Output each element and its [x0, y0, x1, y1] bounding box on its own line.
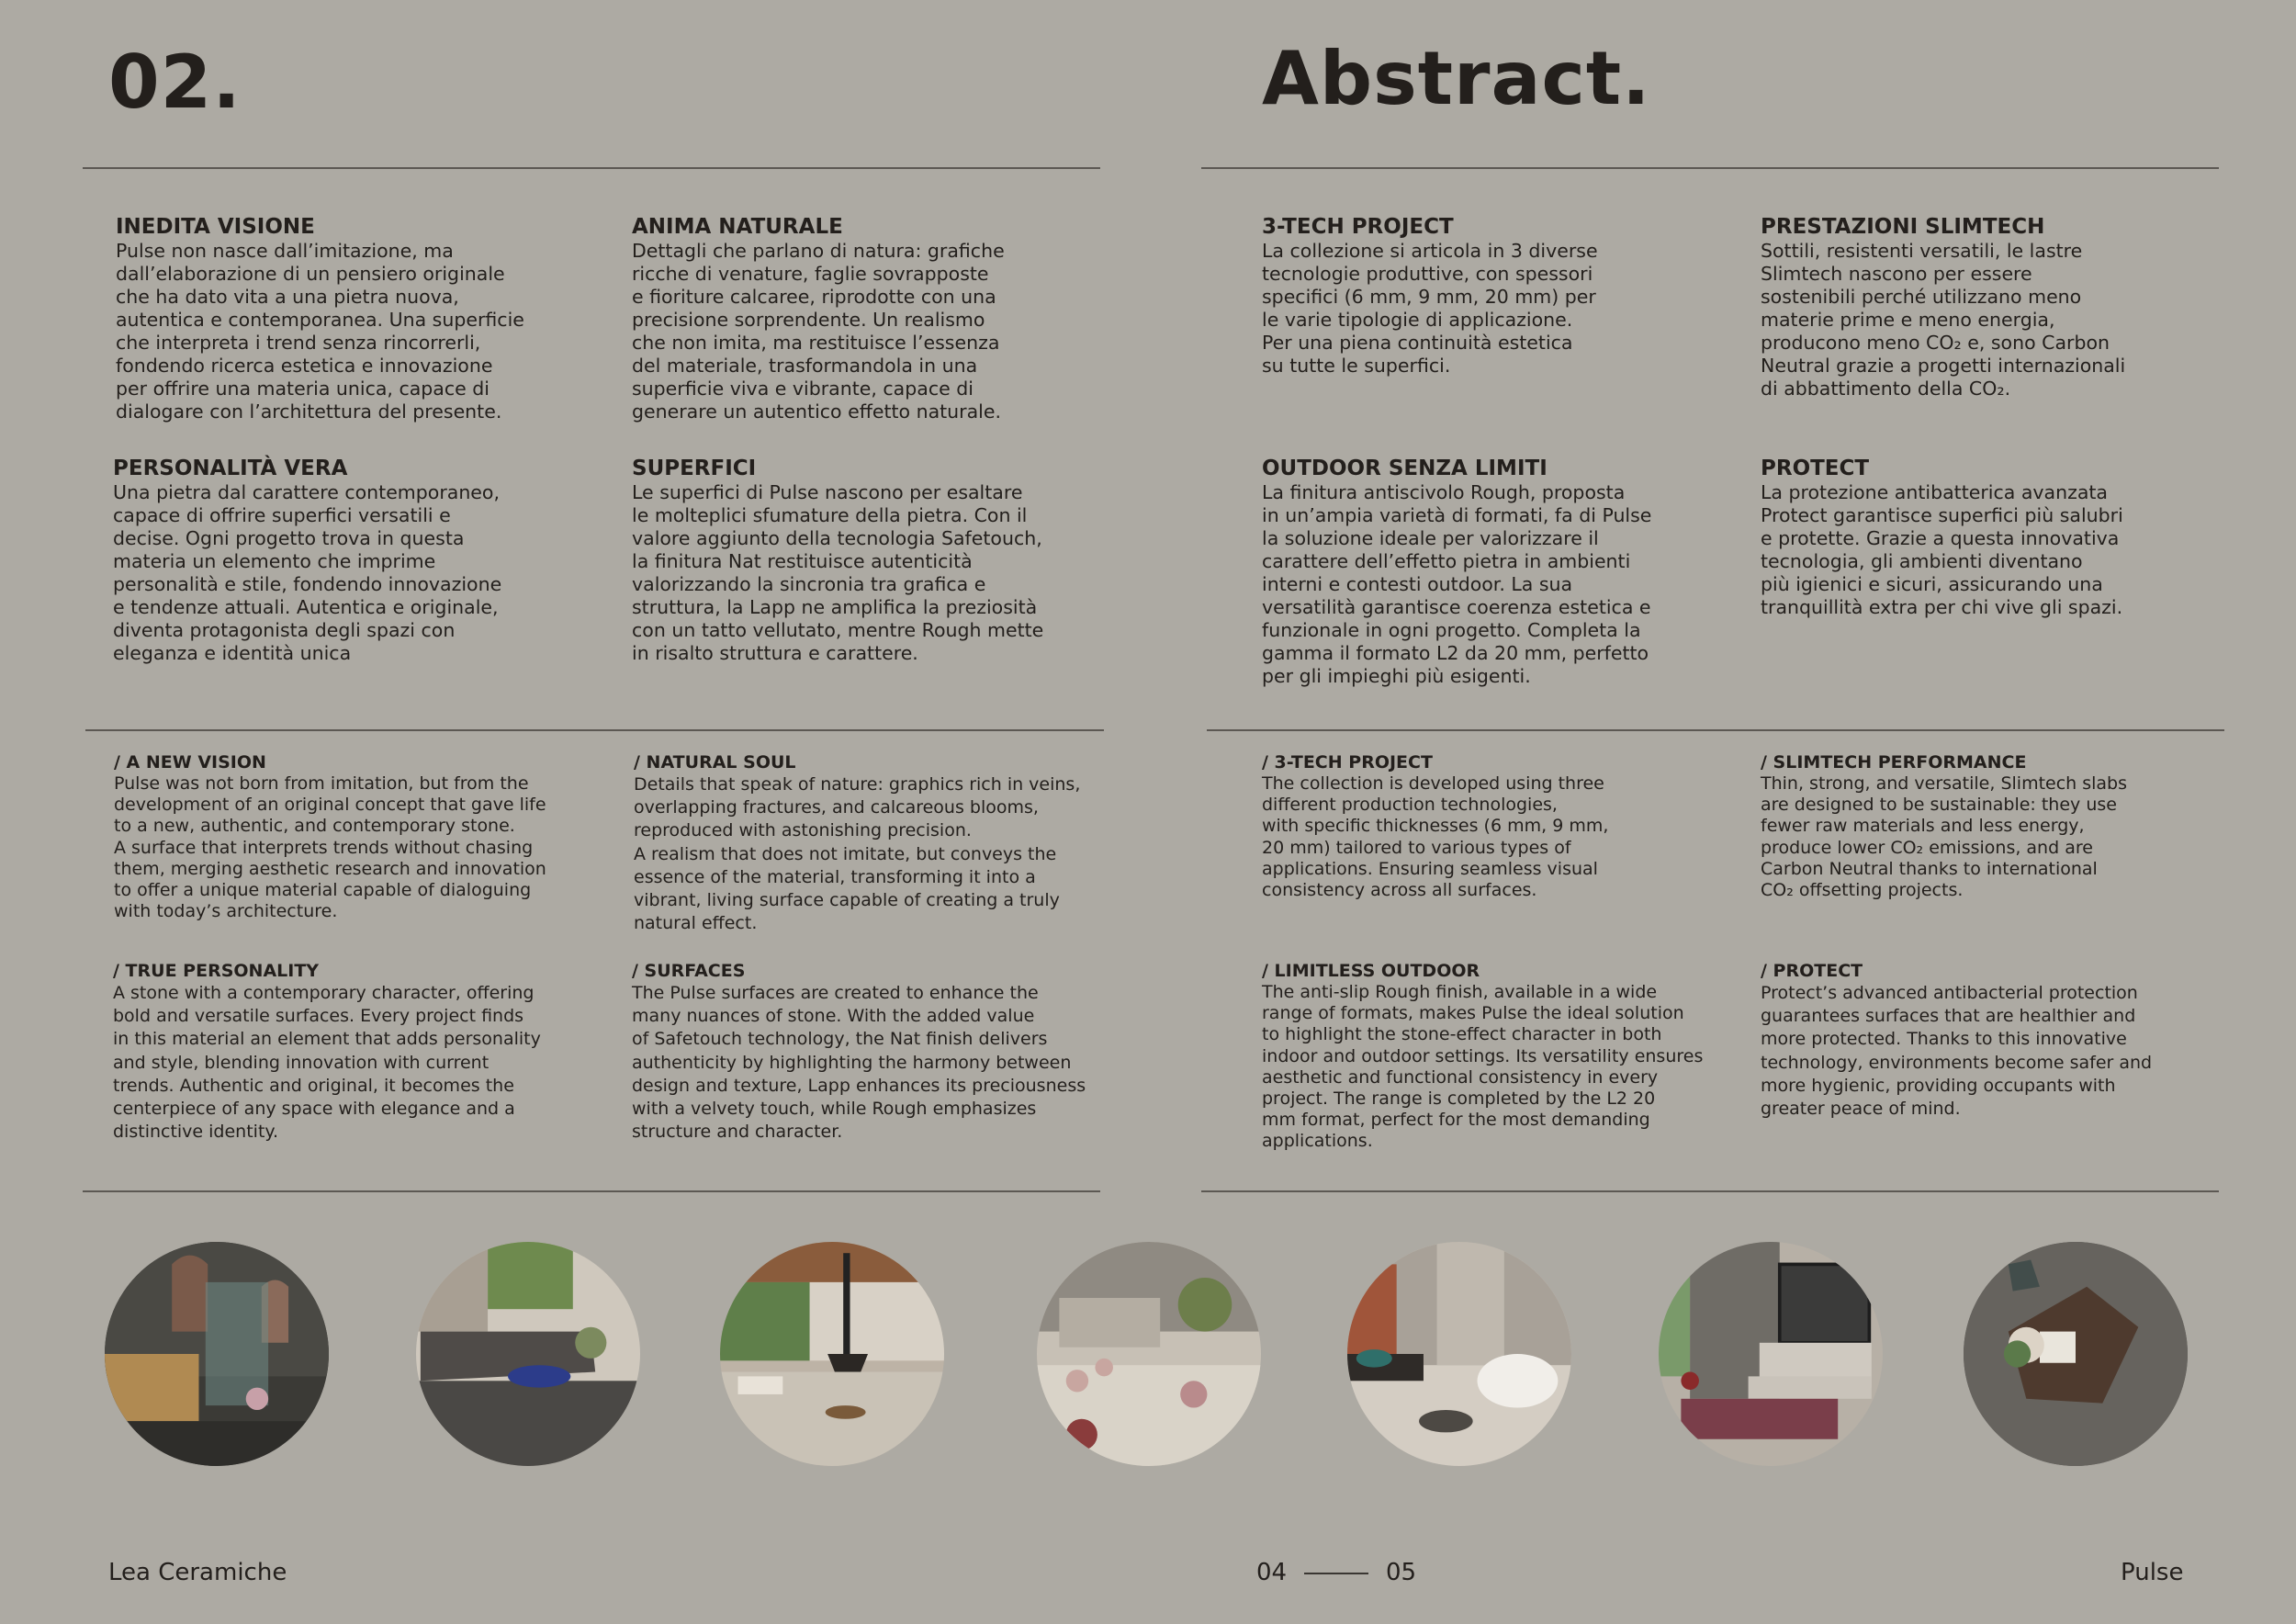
- block-title: / PROTECT: [1761, 961, 1863, 981]
- block-text: La protezione antibatterica avanzata Protect garantisce superfici più salubri e protette. Grazie a questa innovativa tecnologia, gli ambienti diventano più igienici e sicuri, assicurando una tranquillità extra per chi vive gli spazi.: [1761, 481, 2123, 618]
- divider: [85, 729, 1104, 731]
- en-block-true-personality: [113, 961, 591, 1144]
- block-title: / SLIMTECH PERFORMANCE: [1761, 752, 2027, 773]
- en-block-protect: [1761, 961, 2220, 1121]
- block-text: La collezione si articola in 3 diverse tecnologie produttive, con spessori specifici (6 mm, 9 mm, 20 mm) per le varie tipologie di applicazione. Per una piena continuità estetica su tutte le superfici.: [1262, 240, 1598, 377]
- divider: [83, 167, 1100, 169]
- interior-photo-dining-lounge: [1037, 1242, 1261, 1466]
- divider: [83, 1190, 1100, 1192]
- it-block-anima-naturale: [632, 215, 1109, 423]
- footer-brand: Lea Ceramiche: [108, 1559, 287, 1586]
- block-text: A stone with a contemporary character, offering bold and versatile surfaces. Every project finds in this material an element that adds personality and style, blending innovation with current trends. Authentic and original, it becomes the centerpiece of any space with elegance and a distinctive identity.: [113, 983, 541, 1143]
- en-block-surfaces: [632, 961, 1128, 1144]
- block-title: PERSONALITÀ VERA: [113, 457, 348, 480]
- block-title: ANIMA NATURALE: [632, 215, 843, 239]
- block-title: / LIMITLESS OUTDOOR: [1262, 961, 1480, 981]
- en-block-natural-soul: [634, 752, 1120, 935]
- section-number: 02.: [108, 39, 242, 125]
- block-title: / TRUE PERSONALITY: [113, 961, 320, 981]
- block-text: Protect’s advanced antibacterial protection guarantees surfaces that are healthier and more protected. Thanks to this innovative technology, environments become safer and more hygienic, providing occupants with greater peace of mind.: [1761, 983, 2153, 1120]
- block-text: The collection is developed using three different production technologies, with specific thicknesses (6 mm, 9 mm, 20 mm) tailored to various types of applications. Ensuring seamless visual consistency across all surfaces.: [1262, 773, 1609, 901]
- interior-photo-table-detail: [1964, 1242, 2188, 1466]
- block-title: 3-TECH PROJECT: [1262, 215, 1454, 239]
- it-block-personalita-vera: [113, 457, 591, 665]
- divider: [1201, 167, 2219, 169]
- block-text: Dettagli che parlano di natura: grafiche ricche di venature, faglie sovrapposte e fioriture calcaree, riprodotte con una precisione sorprendente. Un realismo che non imita, ma restituisce l’essenza del materiale, trasformandola in una superficie viva e vibrante, capace di generare un autentico effetto naturale.: [632, 240, 1005, 423]
- interior-photo-bathroom: [105, 1242, 329, 1466]
- page-number-left: 04: [1256, 1559, 1288, 1586]
- interior-photo-outdoor-terrace: [720, 1242, 944, 1466]
- divider: [1201, 1190, 2219, 1192]
- it-block-outdoor-senza-limiti: [1262, 457, 1721, 688]
- en-block-3-tech-project: [1262, 752, 1739, 901]
- block-text: Thin, strong, and versatile, Slimtech slabs are designed to be sustainable: they use fewer raw materials and less energy, produce lower CO₂ emissions, and are Carbon Neutral thanks to international CO₂ offsetting projects.: [1761, 773, 2128, 901]
- it-block-inedita-visione: [116, 215, 593, 423]
- block-title: / NATURAL SOUL: [634, 752, 796, 773]
- collection-name: Pulse: [2121, 1559, 2184, 1586]
- en-block-a-new-vision: [114, 752, 591, 922]
- en-block-limitless-outdoor: [1262, 961, 1749, 1153]
- block-text: Una pietra dal carattere contemporaneo, capace di offrire superfici versatili e decise. Ogni progetto trova in questa materia un elemento che imprime personalità e stile, fondendo innovazione e tendenze attuali. Autentica e originale, diventa protagonista degli spazi con eleganza e identità unica: [113, 481, 502, 664]
- block-text: The Pulse surfaces are created to enhance the many nuances of stone. With the added value of Safetouch technology, the Nat finish delivers authenticity by highlighting the harmony between design and texture, Lapp enhances its preciousness with a velvety touch, while Rough emphasizes structure and character.: [632, 983, 1086, 1143]
- page-number-separator: [1304, 1573, 1368, 1574]
- it-block-superfici: [632, 457, 1109, 665]
- page-number-right: 05: [1386, 1559, 1417, 1586]
- block-title: PRESTAZIONI SLIMTECH: [1761, 215, 2045, 239]
- interior-photo-living-sofa: [416, 1242, 640, 1466]
- block-title: OUTDOOR SENZA LIMITI: [1262, 457, 1548, 480]
- interior-photo-bathroom-tub: [1347, 1242, 1571, 1466]
- block-title: / SURFACES: [632, 961, 746, 981]
- en-block-slimtech-performance: [1761, 752, 2220, 901]
- block-text: La finitura antiscivolo Rough, proposta in un’ampia varietà di formati, fa di Pulse la soluzione ideale per valorizzare il carattere dell’effetto pietra in ambienti interni e contesti outdoor. La sua versatilità garantisce coerenza estetica e funzionale in ogni progetto. Completa la gamma il formato L2 da 20 mm, perfetto per gli impieghi più esigenti.: [1262, 481, 1652, 687]
- block-title: INEDITA VISIONE: [116, 215, 315, 239]
- it-block-protect: [1761, 457, 2220, 619]
- block-text: Pulse non nasce dall’imitazione, ma dall’elaborazione di un pensiero originale che ha dato vita a una pietra nuova, autentica e contemporanea. Una superficie che interpreta i trend senza rincorrerli, fondendo ricerca estetica e innovazione per offrire una materia unica, capace di dialogare con l’architettura del presente.: [116, 240, 524, 423]
- block-text: Le superfici di Pulse nascono per esaltare le molteplici sfumature della pietra. Con il valore aggiunto della tecnologia Safetouch, la finitura Nat restituisce autenticità valorizzando la sincronia tra grafica e struttura, la Lapp ne amplifica la preziosità con un tatto vellutato, mentre Rough mette in risalto struttura e carattere.: [632, 481, 1044, 664]
- block-text: Sottili, resistenti versatili, le lastre Slimtech nascono per essere sostenibili perché utilizzano meno materie prime e meno energia, producono meno CO₂ e, sono Carbon Neutral grazie a progetti internazionali di abbattimento della CO₂.: [1761, 240, 2126, 400]
- block-title: / A NEW VISION: [114, 752, 266, 773]
- page-title: Abstract.: [1262, 36, 1651, 121]
- interior-photo-bedroom: [1659, 1242, 1883, 1466]
- it-block-3-tech-project: [1262, 215, 1721, 378]
- block-title: SUPERFICI: [632, 457, 757, 480]
- divider: [1207, 729, 2224, 731]
- block-title: PROTECT: [1761, 457, 1870, 480]
- block-text: Pulse was not born from imitation, but from the development of an original concept that gave life to a new, authentic, and contemporary stone. A surface that interprets trends without chasing them, merging aesthetic research and innovation to offer a unique material capable of dialoguing with today’s architecture.: [114, 773, 546, 922]
- block-text: Details that speak of nature: graphics rich in veins, overlapping fractures, and calcareous blooms, reproduced with astonishing precision. A realism that does not imitate, but conveys the essence of the material, transforming it into a vibrant, living surface capable of creating a truly natural effect.: [634, 774, 1081, 934]
- block-text: The anti-slip Rough finish, available in a wide range of formats, makes Pulse the ideal solution to highlight the stone-effect character in both indoor and outdoor settings. Its versatility ensures aesthetic and functional consistency in every project. The range is completed by the L2 20 mm format, perfect for the most demanding applications.: [1262, 982, 1704, 1152]
- block-title: / 3-TECH PROJECT: [1262, 752, 1433, 773]
- it-block-prestazioni-slimtech: [1761, 215, 2220, 400]
